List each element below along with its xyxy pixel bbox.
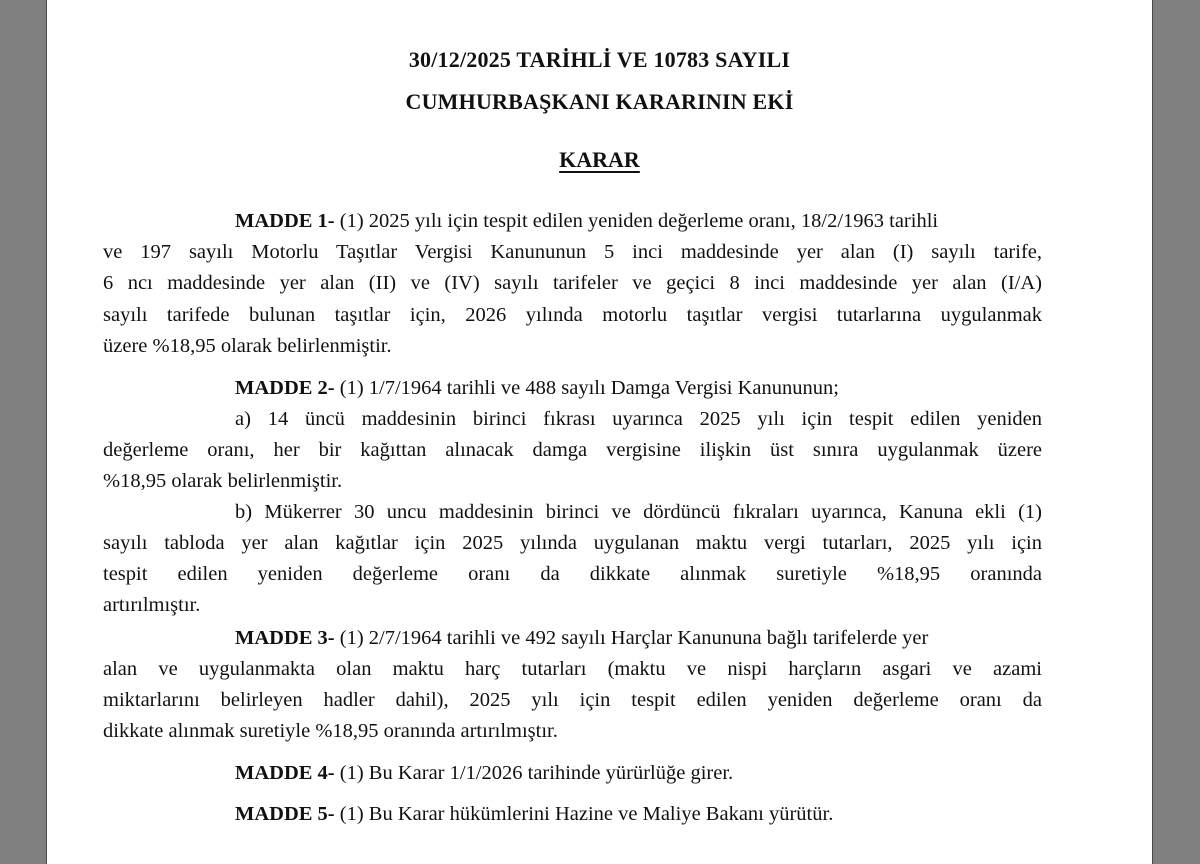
madde-2-line-3: değerleme oranı, her bir kağıttan alınacak damga vergisine ilişkin üst sınıra uygulanmak üzere xyxy=(103,439,1042,461)
madde-1-line-2: ve 197 sayılı Motorlu Taşıtlar Vergisi Kanununun 5 inci maddesinde yer alan (I) sayılı tarife, xyxy=(103,241,1042,263)
madde-2-line-6: sayılı tabloda yer alan kağıtlar için 2025 yılında uygulanan maktu vergi tutarları, 2025 yılı için xyxy=(103,532,1042,554)
madde-1-line-1 xyxy=(103,207,1042,235)
madde-4-label: MADDE 4- xyxy=(235,762,335,784)
madde-2-line-7: tespit edilen yeniden değerleme oranı da dikkate alınmak suretiyle %18,95 oranında xyxy=(103,563,1042,585)
madde-2-line-5: b) Mükerrer 30 uncu maddesinin birinci ve dördüncü fıkraları uyarınca, Kanuna ekli (1) xyxy=(235,501,1042,523)
heading-text: KARAR xyxy=(559,147,640,172)
madde-3-line-4: dikkate alınmak suretiyle %18,95 oranında artırılmıştır. xyxy=(103,720,558,742)
madde-2-text-1: (1) 1/7/1964 tarihli ve 488 sayılı Damga Vergisi Kanununun; xyxy=(334,377,839,399)
document-page xyxy=(46,0,1153,864)
madde-2-line-2: a) 14 üncü maddesinin birinci fıkrası uyarınca 2025 yılı için tespit edilen yeniden xyxy=(235,408,1042,430)
madde-2-line-1 xyxy=(103,374,1042,402)
madde-2-line-8: artırılmıştır. xyxy=(103,594,201,616)
document-title-line-1: 30/12/2025 TARİHLİ VE 10783 SAYILI xyxy=(408,47,791,72)
madde-3-line-3: miktarlarını belirleyen hadler dahil), 2025 yılı için tespit edilen yeniden değerleme oranı da xyxy=(103,689,1042,711)
madde-2-line-4: %18,95 olarak belirlenmiştir. xyxy=(103,470,343,492)
madde-3-line-1 xyxy=(103,624,1042,652)
madde-3-label: MADDE 3- xyxy=(235,627,335,649)
madde-1-text-1: (1) 2025 yılı için tespit edilen yeniden değerleme oranı, 18/2/1963 tarihli xyxy=(334,210,939,232)
madde-3-text-1: (1) 2/7/1964 tarihli ve 492 sayılı Harçlar Kanununa bağlı tarifelerde yer xyxy=(334,627,929,649)
madde-5-text: (1) Bu Karar hükümlerini Hazine ve Maliye Bakanı yürütür. xyxy=(334,803,834,825)
madde-2-label: MADDE 2- xyxy=(235,377,335,399)
document-heading xyxy=(47,147,1152,173)
madde-5-label: MADDE 5- xyxy=(235,803,335,825)
madde-1-label: MADDE 1- xyxy=(235,210,335,232)
madde-4-line xyxy=(103,759,1042,787)
madde-1-line-4: sayılı tarifede bulunan taşıtlar için, 2026 yılında motorlu taşıtlar vergisi tutarlarına uygulanmak xyxy=(103,304,1042,326)
madde-3-line-2: alan ve uygulanmakta olan maktu harç tutarları (maktu ve nispi harçların asgari ve azami xyxy=(103,658,1042,680)
madde-1-line-3: 6 ncı maddesinde yer alan (II) ve (IV) sayılı tarifeler ve geçici 8 inci maddesinde yer alan (I/A) xyxy=(103,272,1042,294)
madde-5-line xyxy=(103,800,1042,828)
document-title-line-2: CUMHURBAŞKANI KARARININ EKİ xyxy=(405,89,794,114)
madde-4-text: (1) Bu Karar 1/1/2026 tarihinde yürürlüğe girer. xyxy=(334,762,734,784)
madde-1-line-5: üzere %18,95 olarak belirlenmiştir. xyxy=(103,335,392,357)
